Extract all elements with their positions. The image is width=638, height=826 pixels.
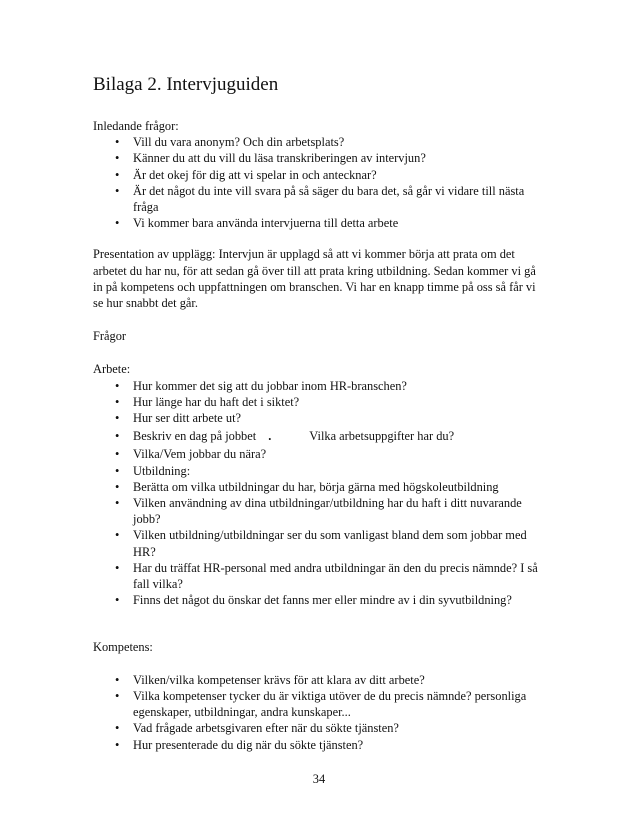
presentation-paragraph: Presentation av upplägg: Intervjun är upplagd så att vi kommer börja att prata om det arbetet du har nu, för att sedan gå över till att prata kring utbildning. Sedan kommer vi gå in på kompetens och uppfattningen om branschen. Vi har en knapp timme på oss så får vi se hur snabbt det går. [93,247,536,311]
kompetens-heading: Kompetens: [93,640,153,655]
document-body [93,118,541,753]
list-item: • Är det okej för dig att vi spelar in och antecknar? [93,167,541,183]
list-item: • Hur kommer det sig att du jobbar inom HR-branschen? [93,378,541,394]
list-item: • Är det något du inte vill svara på så säger du bara det, så går vi vidare till nästa fråga [93,183,541,215]
list-item: • Vilken användning av dina utbildningar/utbildning har du haft i ditt nuvarande jobb? [93,495,541,527]
intro-list [93,134,541,231]
kompetens-list [93,672,541,753]
list-item: • Vilken utbildning/utbildningar ser du som vanligast bland dem som jobbar med HR? [93,527,541,559]
list-item: • Hur presenterade du dig när du sökte tjänsten? [93,737,541,753]
list-item: • Utbildning: [93,463,541,479]
arbete-list [93,378,541,609]
list-item-text: Beskriv en dag på jobbet [133,429,257,444]
list-item: • Hur ser ditt arbete ut? [93,410,541,426]
list-item: • Vill du vara anonym? Och din arbetsplats? [93,134,541,150]
arbete-heading: Arbete: [93,362,131,377]
page-title: Bilaga 2. Intervjuguiden [93,74,279,95]
stray-dot: . [268,429,272,444]
page-number: 34 [312,772,326,786]
list-item: • Vi kommer bara använda intervjuerna till detta arbete [93,215,541,231]
list-item: • Hur länge har du haft det i siktet? [93,394,541,410]
list-item [93,428,541,444]
list-item: • Vilken/vilka kompetenser krävs för att klara av ditt arbete? [93,672,541,688]
list-item: • Vilka/Vem jobbar du nära? [93,446,541,462]
fragor-heading: Frågor [93,329,127,344]
list-item: • Berätta om vilka utbildningar du har, börja gärna med högskoleutbildning [93,479,541,495]
list-item: • Finns det något du önskar det fanns mer eller mindre av i din syvutbildning? [93,592,541,608]
list-item: • Känner du att du vill du läsa transkriberingen av intervjun? [93,150,541,166]
list-item: • Har du träffat HR-personal med andra utbildningar än den du precis nämnde? I så fall vilka? [93,560,541,592]
list-item-text: Vilka arbetsuppgifter har du? [309,429,455,444]
intro-heading: Inledande frågor: [93,119,179,133]
list-item: • Vilka kompetenser tycker du är viktiga utöver de du precis nämnde? personliga egenskaper, utbildningar, andra kunskaper... [93,688,541,720]
list-item: • Vad frågade arbetsgivaren efter när du sökte tjänsten? [93,720,541,736]
